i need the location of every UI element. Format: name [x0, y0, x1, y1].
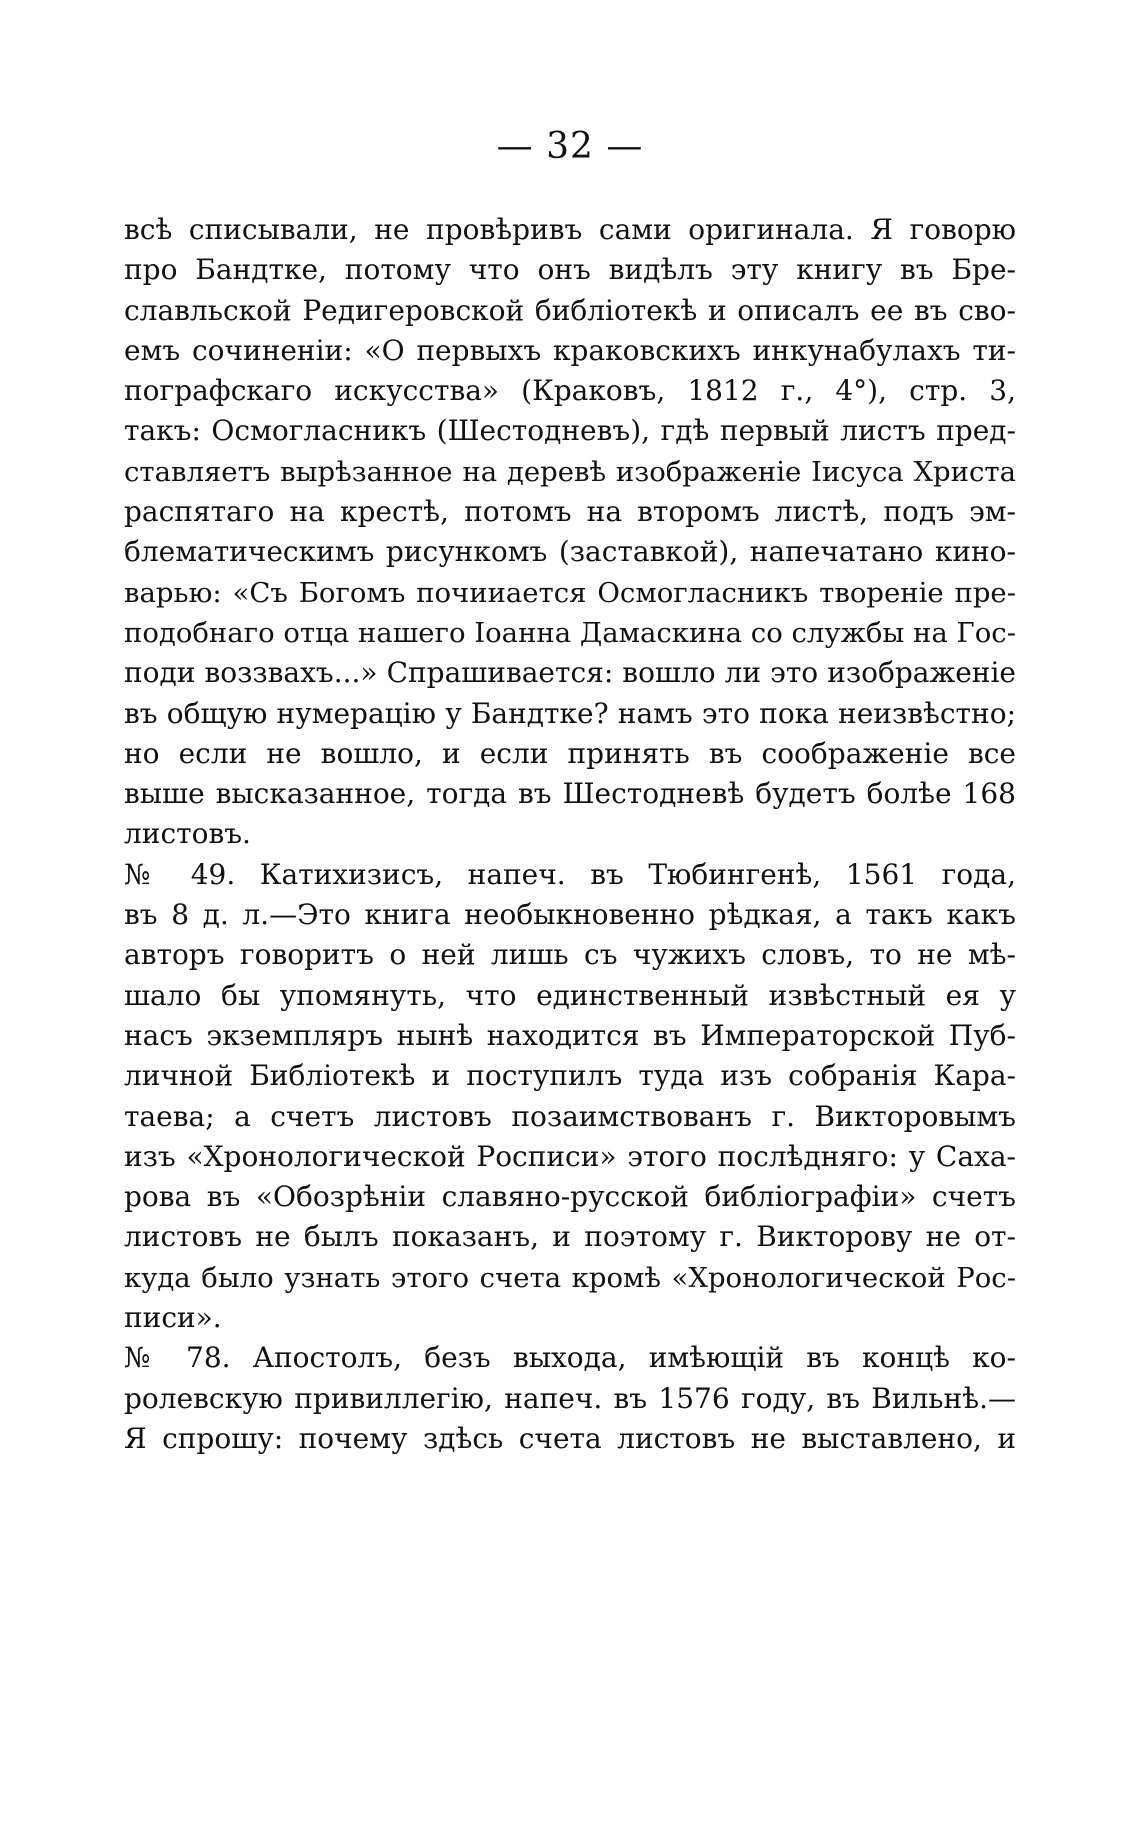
- text-line: въ общую нумерацiю у Бандтке? намъ это пока неизвѣстно;: [124, 696, 1016, 730]
- text-line: изъ «Хронологической Росписи» этого послѣдняго: у Саха-: [124, 1139, 1016, 1173]
- text-line: всѣ списывали, не провѣривъ сами оригинала. Я говорю: [124, 213, 1016, 246]
- text-line: шало бы упомянуть, что единственный извѣстный ея у: [124, 978, 1016, 1012]
- text-line: поди воззвахъ...» Спрашивается: вошло ли это изображенiе: [124, 656, 1016, 690]
- text-line: выше высказанное, тогда въ Шестодневѣ будетъ болѣе 168: [124, 777, 1016, 811]
- text-line: авторъ говоритъ о ней лишь съ чужихъ словъ, то не мѣ-: [124, 938, 1016, 972]
- text-line: № 78. Апостолъ, безъ выхода, имѣющiй въ концѣ ко-: [124, 1341, 1016, 1375]
- text-line: листовъ не былъ показанъ, и поэтому г. Викторову не от-: [124, 1220, 1016, 1254]
- text-line: таева; а счетъ листовъ позаимствованъ г. Викторовымъ: [124, 1099, 1016, 1133]
- text-line: Я спрошу: почему здѣсь счета листовъ не выставлено, и: [124, 1421, 1016, 1455]
- text-line: куда было узнать этого счета кромѣ «Хронологической Рос-: [124, 1261, 1016, 1294]
- text-line: подобнаго отца нашего Iоанна Дамаскина со службы на Гос-: [124, 616, 1016, 649]
- text-line: но если не вошло, и если принять въ соображенiе все: [124, 736, 1016, 770]
- text-line: писи».: [124, 1301, 222, 1335]
- text-line: емъ сочиненiи: «О первыхъ краковскихъ инкунабулахъ ти-: [124, 333, 1016, 367]
- text-line: славльской Редигеровской библiотекѣ и описалъ ее въ сво-: [124, 293, 1016, 327]
- text-line: блематическимъ рисункомъ (заставкой), напечатано кино-: [124, 535, 1016, 569]
- text-line: ставляетъ вырѣзанное на деревѣ изображенiе Iисуса Христа: [124, 455, 1016, 488]
- text-line: № 49. Катихизисъ, напеч. въ Тюбингенѣ, 1561 года,: [124, 857, 1016, 891]
- text-line: варью: «Съ Богомъ почииается Осмогласникъ творенiе пре-: [124, 576, 1016, 609]
- text-line: про Бандтке, потому что онъ видѣлъ эту книгу въ Бре-: [124, 253, 1016, 287]
- text-line: распятаго на крестѣ, потомъ на второмъ листѣ, подъ эм-: [124, 495, 1016, 529]
- text-line: ролевскую привиллегiю, напеч. въ 1576 году, въ Вильнѣ.—: [124, 1381, 1016, 1415]
- text-line: листовъ.: [124, 817, 251, 851]
- body-text: [124, 210, 1016, 1459]
- text-line: такъ: Осмогласникъ (Шестодневъ), гдѣ первый листъ пред-: [124, 414, 1016, 448]
- text-line: пографскаго искусства» (Краковъ, 1812 г., 4°), стр. 3,: [124, 374, 1016, 408]
- text-line: личной Библiотекѣ и поступилъ туда изъ собранiя Кара-: [124, 1059, 1016, 1093]
- text-line: въ 8 д. л.—Это книга необыкновенно рѣдкая, а такъ какъ: [124, 898, 1016, 932]
- text-line: рова въ «Обозрѣнiи славяно-русской библiографiи» счетъ: [124, 1180, 1016, 1214]
- text-line: насъ экземпляръ нынѣ находится въ Императорской Пуб-: [124, 1018, 1016, 1052]
- page-number: — 32 —: [496, 126, 644, 167]
